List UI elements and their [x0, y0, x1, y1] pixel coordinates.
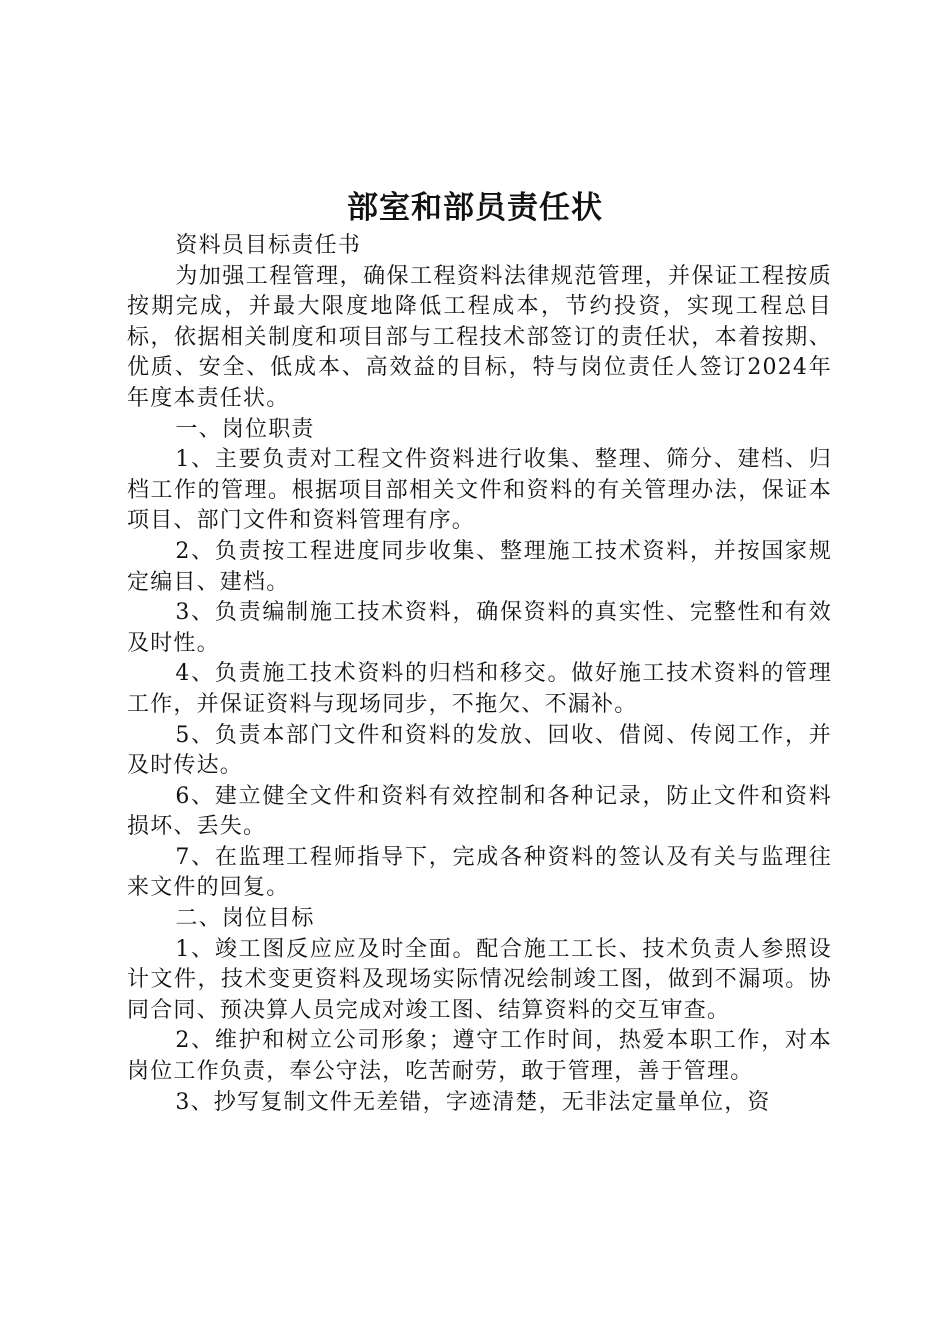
- document-title: 部室和部员责任状: [347, 190, 603, 226]
- duty-item-6: 6、建立健全文件和资料有效控制和各种记录，防止文件和资料损坏、丢失。: [127, 783, 832, 840]
- duty-item-2: 2、负责按工程进度同步收集、整理施工技术资料，并按国家规定编目、建档。: [127, 538, 832, 595]
- intro-paragraph: 为加强工程管理，确保工程资料法律规范管理，并保证工程按质按期完成，并最大限度地降低工程成本，节约投资，实现工程总目标，依据相关制度和项目部与工程技术部签订的责任状，本着按期、优质、安全、低成本、高效益的目标，特与岗位责任人签订2024年年度本责任状。: [127, 263, 832, 411]
- goal-item-1: 1、竣工图反应应及时全面。配合施工工长、技术负责人参照设计文件，技术变更资料及现场实际情况绘制竣工图，做到不漏项。协同合同、预决算人员完成对竣工图、结算资料的交互审查。: [127, 936, 832, 1023]
- section-heading-duties: 一、岗位职责: [175, 416, 315, 442]
- section-heading-goals: 二、岗位目标: [175, 906, 315, 932]
- duty-item-7: 7、在监理工程师指导下，完成各种资料的签认及有关与监理往来文件的回复。: [127, 844, 832, 901]
- goal-item-3: 3、抄写复制文件无差错，字迹清楚，无非法定量单位，资: [175, 1089, 771, 1115]
- document-body: [127, 231, 832, 1118]
- duty-item-5: 5、负责本部门文件和资料的发放、回收、借阅、传阅工作，并及时传达。: [127, 722, 832, 779]
- duty-item-3: 3、负责编制施工技术资料，确保资料的真实性、完整性和有效及时性。: [127, 600, 832, 656]
- duty-item-4: 4、负责施工技术资料的归档和移交。做好施工技术资料的管理工作，并保证资料与现场同步，不拖欠、不漏补。: [127, 661, 832, 717]
- goal-item-2: 2、维护和树立公司形象；遵守工作时间，热爱本职工作，对本岗位工作负责，奉公守法，吃苦耐劳，敢于管理，善于管理。: [127, 1028, 832, 1085]
- duty-item-1: 1、主要负责对工程文件资料进行收集、整理、筛分、建档、归档工作的管理。根据项目部相关文件和资料的有关管理办法，保证本项目、部门文件和资料管理有序。: [127, 447, 832, 534]
- subtitle-paragraph: 资料员目标责任书: [175, 233, 361, 258]
